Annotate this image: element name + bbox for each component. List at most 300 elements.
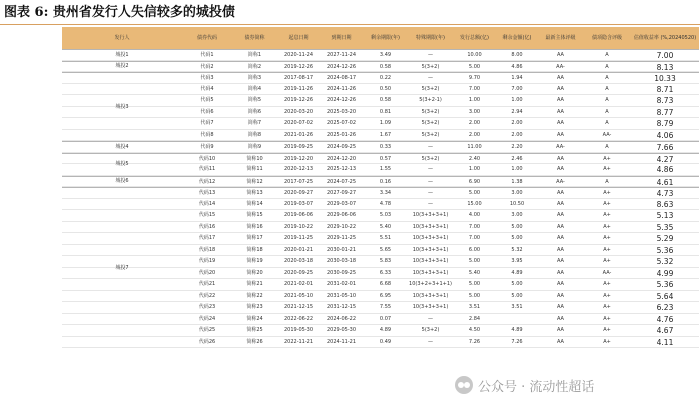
issue-size: 7.00 (468, 223, 481, 230)
value-date: 2021-05-10 (283, 292, 314, 299)
special-term: 10(3+2+3+1+1) (409, 281, 452, 287)
bond-name: 简称23 (246, 304, 263, 310)
implied-rating: A+ (603, 315, 611, 322)
remaining-amount: 1.38 (511, 178, 523, 185)
maturity-date: 2024-11-26 (326, 85, 357, 92)
implied-rating: A+ (603, 246, 611, 253)
issue-size: 2.84 (468, 315, 481, 322)
issue-size: 6.00 (468, 246, 481, 253)
table-row (62, 72, 699, 84)
remaining-amount: 2.20 (511, 144, 523, 150)
remaining-term: 6.33 (379, 269, 392, 276)
bond-code: 代码8 (200, 131, 214, 138)
value-date: 2019-03-07 (283, 200, 314, 207)
remaining-amount: 1.94 (511, 75, 523, 81)
special-term: 10(3+3+3+1) (412, 292, 449, 299)
wechat-icon (455, 376, 473, 394)
valuation-yield: 4.86 (656, 165, 674, 174)
value-date: 2019-09-25 (283, 144, 314, 150)
table-row (62, 337, 699, 349)
bond-name: 简称19 (246, 258, 263, 264)
bond-name: 简称7 (247, 120, 262, 126)
remaining-term: 3.49 (379, 52, 392, 58)
maturity-date: 2029-03-07 (326, 200, 357, 207)
valuation-yield: 8.73 (656, 96, 674, 105)
implied-rating: A+ (603, 190, 611, 196)
bond-code: 代码10 (198, 155, 216, 162)
remaining-amount: 5.00 (511, 281, 523, 287)
value-date: 2017-08-17 (283, 75, 314, 81)
special-term: 5(3+2-1) (419, 97, 442, 103)
header-cell: 剩余期限(年) (371, 35, 400, 41)
valuation-yield: 5.36 (656, 245, 674, 255)
valuation-yield: 5.32 (656, 257, 674, 266)
bond-name: 简称1 (247, 52, 262, 58)
bond-code: 代码12 (198, 178, 216, 185)
bond-name: 简称21 (246, 281, 263, 287)
bond-code: 代码20 (198, 269, 216, 276)
bond-name: 简称5 (247, 97, 262, 103)
issuer-rating: AA (557, 190, 564, 196)
valuation-yield: 4.76 (656, 314, 674, 324)
issue-size: 2.00 (468, 120, 481, 126)
maturity-date: 2025-03-20 (326, 108, 357, 115)
issue-size: 3.51 (468, 304, 481, 310)
remaining-amount: 3.51 (511, 304, 523, 310)
special-term: 10(3+3+3+1) (412, 235, 449, 241)
remaining-term: 0.58 (379, 97, 392, 103)
table-caption: 图表 6: 贵州省发行人失信较多的城投债 (4, 5, 235, 20)
remaining-amount: 2.94 (511, 108, 523, 115)
remaining-amount: 4.89 (511, 269, 523, 276)
bond-code: 代码16 (198, 223, 216, 230)
watermark-text: 公众号 · 流动性超话 (478, 379, 595, 395)
issuer-rating: AA (557, 304, 564, 310)
implied-rating: A+ (603, 200, 611, 207)
issuer-name: 城投5 (115, 161, 129, 167)
valuation-yield: 5.35 (656, 222, 674, 232)
issuer-rating: AA (557, 166, 564, 172)
valuation-yield: 4.67 (656, 326, 674, 335)
value-date: 2020-03-20 (283, 108, 314, 115)
remaining-term: 0.50 (379, 85, 392, 92)
issuer-rating: AA (557, 97, 564, 103)
table-row (62, 233, 699, 245)
remaining-term: 0.58 (379, 63, 392, 70)
bond-code: 代码4 (200, 85, 214, 92)
bond-code: 代码23 (198, 304, 216, 310)
maturity-date: 2027-09-27 (326, 190, 357, 196)
issue-size: 15.00 (467, 200, 482, 207)
bond-code: 代码18 (198, 246, 216, 253)
value-date: 2019-11-26 (283, 85, 314, 92)
maturity-date: 2025-07-02 (326, 120, 357, 126)
remaining-term: 5.65 (379, 246, 392, 253)
special-term: 10(3+3+3+1) (412, 212, 449, 218)
issuer-rating: AA (557, 281, 564, 287)
header-cell: 特殊期限(年) (416, 35, 445, 41)
remaining-amount: 10.50 (509, 200, 525, 207)
table-row (62, 130, 699, 142)
bond-name: 简称20 (246, 269, 263, 276)
bond-name: 简称13 (246, 190, 263, 196)
value-date: 2019-12-26 (283, 63, 314, 70)
header-cell: 债项隐含评级 (591, 35, 622, 41)
remaining-amount: 7.26 (511, 338, 523, 345)
issuer-rating: AA- (556, 178, 565, 185)
valuation-yield: 7.00 (656, 51, 674, 60)
special-term: 5(3+2) (421, 85, 440, 92)
valuation-yield: 8.13 (656, 62, 674, 72)
issue-size: 2.00 (468, 131, 481, 138)
remaining-term: 7.55 (379, 304, 392, 310)
valuation-yield: 8.77 (656, 107, 674, 117)
bond-code: 代码22 (198, 292, 216, 299)
remaining-amount: 3.00 (511, 212, 523, 218)
special-term: — (428, 200, 433, 207)
table-row (62, 302, 699, 314)
implied-rating: A+ (603, 235, 611, 241)
special-term: — (428, 178, 433, 185)
bond-code: 代码3 (200, 75, 214, 81)
issuer-rating: AA- (556, 144, 565, 150)
valuation-yield: 5.36 (656, 280, 674, 289)
maturity-date: 2030-03-18 (326, 258, 357, 264)
value-date: 2022-11-21 (283, 338, 314, 345)
maturity-date: 2029-10-22 (326, 223, 357, 230)
value-date: 2020-07-02 (283, 120, 314, 126)
remaining-term: 1.67 (379, 131, 392, 138)
bond-code: 代码2 (200, 63, 214, 70)
special-term: — (428, 52, 433, 58)
issuer-rating: AA (557, 327, 564, 333)
value-date: 2019-12-26 (283, 97, 314, 103)
table-row (62, 199, 699, 211)
valuation-yield: 10.33 (654, 74, 676, 83)
issuer-rating: AA (557, 131, 564, 138)
remaining-term: 4.89 (379, 327, 392, 333)
remaining-term: 0.33 (379, 144, 392, 150)
value-date: 2019-11-25 (283, 235, 314, 241)
bond-code: 代码26 (198, 338, 216, 345)
remaining-amount: 5.00 (511, 223, 523, 230)
bond-name: 简称8 (247, 131, 262, 138)
bond-name: 简称3 (247, 75, 262, 81)
implied-rating: A (605, 52, 609, 58)
bond-name: 简称14 (246, 200, 263, 207)
bond-name: 简称4 (247, 85, 262, 92)
maturity-date: 2024-06-22 (326, 315, 357, 322)
header-cell: 债券简称 (244, 35, 265, 41)
issuer-rating: AA (557, 52, 564, 58)
issue-size: 5.00 (468, 258, 481, 264)
issuer-name: 城投3 (115, 103, 129, 110)
issuer-rating: AA (557, 108, 564, 115)
remaining-term: 0.16 (379, 178, 392, 185)
remaining-amount: 5.00 (511, 292, 523, 299)
maturity-date: 2030-01-21 (326, 246, 357, 253)
value-date: 2019-06-06 (283, 212, 314, 218)
special-term: — (428, 315, 433, 322)
implied-rating: A (605, 63, 609, 70)
value-date: 2020-09-25 (283, 269, 314, 276)
bond-name: 简称25 (246, 327, 263, 333)
bond-name: 简称10 (246, 155, 263, 162)
special-term: — (428, 190, 433, 196)
bond-name: 简称9 (247, 144, 262, 150)
implied-rating: A (605, 97, 609, 103)
implied-rating: AA- (602, 269, 612, 276)
maturity-date: 2027-11-24 (326, 52, 357, 58)
valuation-yield: 5.29 (656, 234, 674, 243)
value-date: 2020-01-21 (283, 246, 314, 253)
issue-size: 5.00 (468, 63, 481, 70)
remaining-term: 1.09 (379, 120, 392, 126)
maturity-date: 2031-02-01 (326, 281, 357, 287)
maturity-date: 2024-12-20 (326, 155, 357, 162)
issue-size: 9.70 (468, 75, 481, 81)
issuer-rating: AA- (556, 63, 565, 70)
valuation-yield: 6.23 (656, 303, 674, 312)
remaining-amount: 5.32 (511, 246, 523, 253)
value-date: 2019-10-22 (283, 223, 314, 230)
implied-rating: A+ (603, 155, 611, 162)
issuer-name: 城投1 (115, 51, 129, 58)
valuation-yield: 7.66 (656, 143, 674, 152)
bond-name: 简称15 (246, 212, 263, 218)
remaining-term: 3.34 (379, 190, 392, 196)
table-row (62, 279, 699, 291)
maturity-date: 2024-12-26 (326, 63, 357, 70)
implied-rating: A+ (603, 223, 611, 230)
remaining-term: 0.49 (379, 338, 392, 345)
issuer-name: 城投4 (115, 143, 129, 150)
implied-rating: A (605, 85, 609, 92)
bond-code: 代码5 (200, 97, 214, 103)
valuation-yield: 4.61 (656, 177, 674, 187)
remaining-amount: 1.00 (511, 166, 523, 172)
special-term: 10(3+3+3+1) (412, 304, 449, 310)
issue-size: 4.00 (468, 212, 481, 218)
remaining-amount (496, 314, 538, 325)
remaining-term: 5.40 (379, 223, 392, 230)
issue-size: 11.00 (467, 144, 482, 150)
remaining-term: 6.95 (379, 292, 392, 299)
value-date: 2020-09-27 (283, 190, 314, 196)
caption-divider (0, 24, 700, 25)
bond-code: 代码11 (198, 166, 216, 172)
issuer-rating: AA (557, 85, 564, 92)
implied-rating: A+ (603, 281, 611, 287)
issue-size: 5.00 (468, 190, 481, 196)
header-cell: 发行总额(亿) (460, 35, 489, 41)
maturity-date: 2025-12-13 (326, 166, 357, 172)
issuer-name: 城投2 (115, 63, 129, 70)
value-date: 2021-02-01 (283, 281, 314, 287)
issuer-rating: AA (557, 120, 564, 126)
header-cell: 最新主体评级 (545, 35, 576, 41)
maturity-date: 2024-08-17 (326, 75, 357, 81)
value-date: 2022-06-22 (283, 315, 314, 322)
special-term: — (428, 338, 433, 345)
implied-rating: A+ (603, 212, 611, 218)
implied-rating: AA- (602, 131, 612, 138)
bond-code: 代码24 (198, 315, 216, 322)
special-term: — (428, 144, 433, 150)
bond-name: 简称2 (247, 63, 262, 70)
special-term: 10(3+3+3+1) (412, 269, 449, 276)
maturity-date: 2024-07-25 (326, 178, 357, 185)
bond-code: 代码15 (198, 212, 216, 218)
table-row (62, 245, 699, 257)
bond-name: 简称17 (246, 235, 263, 241)
implied-rating: A+ (603, 304, 611, 310)
remaining-amount: 2.46 (511, 155, 523, 162)
implied-rating: A+ (603, 166, 611, 172)
issuer-rating: AA (557, 292, 564, 299)
implied-rating: A+ (603, 292, 611, 299)
remaining-term: 5.83 (379, 258, 392, 264)
value-date: 2021-12-15 (283, 304, 314, 310)
issue-size: 5.00 (468, 292, 481, 299)
valuation-yield: 8.71 (656, 84, 674, 94)
special-term: 5(3+2) (421, 108, 440, 115)
table-row (62, 84, 699, 96)
issue-size: 1.00 (468, 97, 481, 103)
table-row (62, 291, 699, 303)
special-term: — (428, 75, 433, 81)
implied-rating: A (605, 178, 609, 185)
issue-size: 6.90 (468, 178, 481, 185)
remaining-term: 6.68 (379, 281, 392, 287)
issue-size: 7.00 (468, 235, 481, 241)
remaining-term: 0.81 (379, 108, 392, 115)
table-row (62, 187, 699, 199)
remaining-term: 0.57 (379, 155, 392, 162)
maturity-date: 2024-11-21 (326, 338, 357, 345)
issue-size: 7.26 (468, 338, 481, 345)
implied-rating: A (605, 120, 609, 126)
maturity-date: 2029-11-25 (326, 235, 357, 241)
issuer-rating: AA (557, 223, 564, 230)
remaining-amount: 2.00 (511, 120, 523, 126)
special-term: 5(3+2) (421, 120, 440, 126)
special-term: 10(3+3+3+1) (412, 223, 449, 230)
issuer-rating: AA (557, 200, 564, 207)
bond-code: 代码21 (198, 281, 216, 287)
maturity-date: 2024-12-26 (326, 97, 357, 103)
watermark (452, 374, 597, 396)
bond-code: 代码13 (198, 190, 216, 196)
issuer-name: 城投6 (115, 178, 129, 185)
valuation-yield: 4.99 (656, 268, 674, 278)
bond-code: 代码17 (198, 235, 216, 241)
remaining-term: 0.22 (379, 75, 392, 81)
special-term: — (428, 166, 433, 172)
implied-rating: A+ (603, 338, 611, 345)
issuer-name: 城投7 (115, 264, 129, 271)
header-cell: 发行人 (114, 35, 130, 41)
bond-name: 简称26 (246, 338, 263, 345)
bond-code: 代码1 (200, 52, 214, 58)
remaining-term: 5.51 (379, 235, 392, 241)
valuation-yield: 4.11 (656, 337, 674, 347)
special-term: 5(3+2) (421, 63, 440, 70)
valuation-yield: 8.79 (656, 119, 674, 128)
value-date: 2020-12-13 (283, 166, 314, 172)
bond-code: 代码7 (200, 120, 214, 126)
remaining-term: 5.03 (379, 212, 392, 218)
issuer-rating: AA (557, 338, 564, 345)
issuer-rating: AA (557, 212, 564, 218)
maturity-date: 2029-05-30 (326, 327, 357, 333)
remaining-amount: 1.00 (511, 97, 523, 103)
remaining-amount: 7.00 (511, 85, 523, 92)
remaining-amount: 4.89 (511, 327, 523, 333)
bond-name: 简称12 (246, 178, 263, 185)
remaining-amount: 4.86 (511, 63, 523, 70)
issue-size: 1.00 (468, 166, 481, 172)
issuer-rating: AA (557, 315, 564, 322)
maturity-date: 2031-12-15 (326, 304, 357, 310)
value-date: 2021-01-26 (283, 131, 314, 138)
bond-code: 代码14 (198, 200, 216, 207)
valuation-yield: 4.27 (656, 154, 674, 164)
valuation-yield: 4.06 (656, 130, 674, 140)
maturity-date: 2024-09-25 (326, 144, 357, 150)
bond-name: 简称16 (246, 223, 263, 230)
special-term: 10(3+3+3+1) (412, 246, 449, 253)
value-date: 2020-03-18 (283, 258, 314, 264)
header-cell: 剩余金额(亿) (502, 35, 532, 41)
valuation-yield: 8.63 (656, 199, 674, 209)
issuer-rating: AA (557, 155, 564, 162)
header-cell: 起息日期 (288, 35, 309, 41)
bond-code: 代码25 (198, 327, 216, 333)
maturity-date: 2025-01-26 (326, 131, 357, 138)
implied-rating: A (605, 75, 609, 81)
maturity-date: 2029-06-06 (326, 212, 357, 218)
special-term: 5(3+2) (421, 155, 440, 162)
bond-name: 简称18 (246, 246, 263, 253)
value-date: 2020-11-24 (283, 52, 314, 58)
table-row (62, 210, 699, 222)
bond-name: 简称11 (246, 166, 263, 172)
table-header (62, 27, 699, 49)
issuer-rating: AA (557, 75, 564, 81)
remaining-term: 4.78 (379, 200, 392, 207)
issue-size: 5.40 (468, 269, 481, 276)
value-date: 2017-07-25 (283, 178, 314, 185)
table-row (62, 118, 699, 130)
issue-size: 2.40 (468, 155, 481, 162)
implied-rating: A+ (603, 258, 611, 264)
bond-code: 代码6 (200, 108, 214, 115)
issue-size: 7.00 (468, 85, 481, 92)
table-row (62, 314, 699, 326)
special-term: 5(3+2) (421, 131, 440, 138)
bond-name: 简称22 (246, 292, 263, 299)
header-cell: 债券代码 (196, 35, 217, 41)
remaining-amount: 3.95 (511, 258, 523, 264)
maturity-date: 2031-05-10 (326, 292, 357, 299)
issuer-rating: AA (557, 235, 564, 241)
value-date: 2019-05-30 (283, 327, 314, 333)
issue-size: 4.50 (468, 327, 481, 333)
remaining-term: 1.55 (379, 166, 392, 172)
table-row (62, 325, 699, 337)
header-cell: 估值收益率 (%,20240520) (633, 35, 697, 41)
